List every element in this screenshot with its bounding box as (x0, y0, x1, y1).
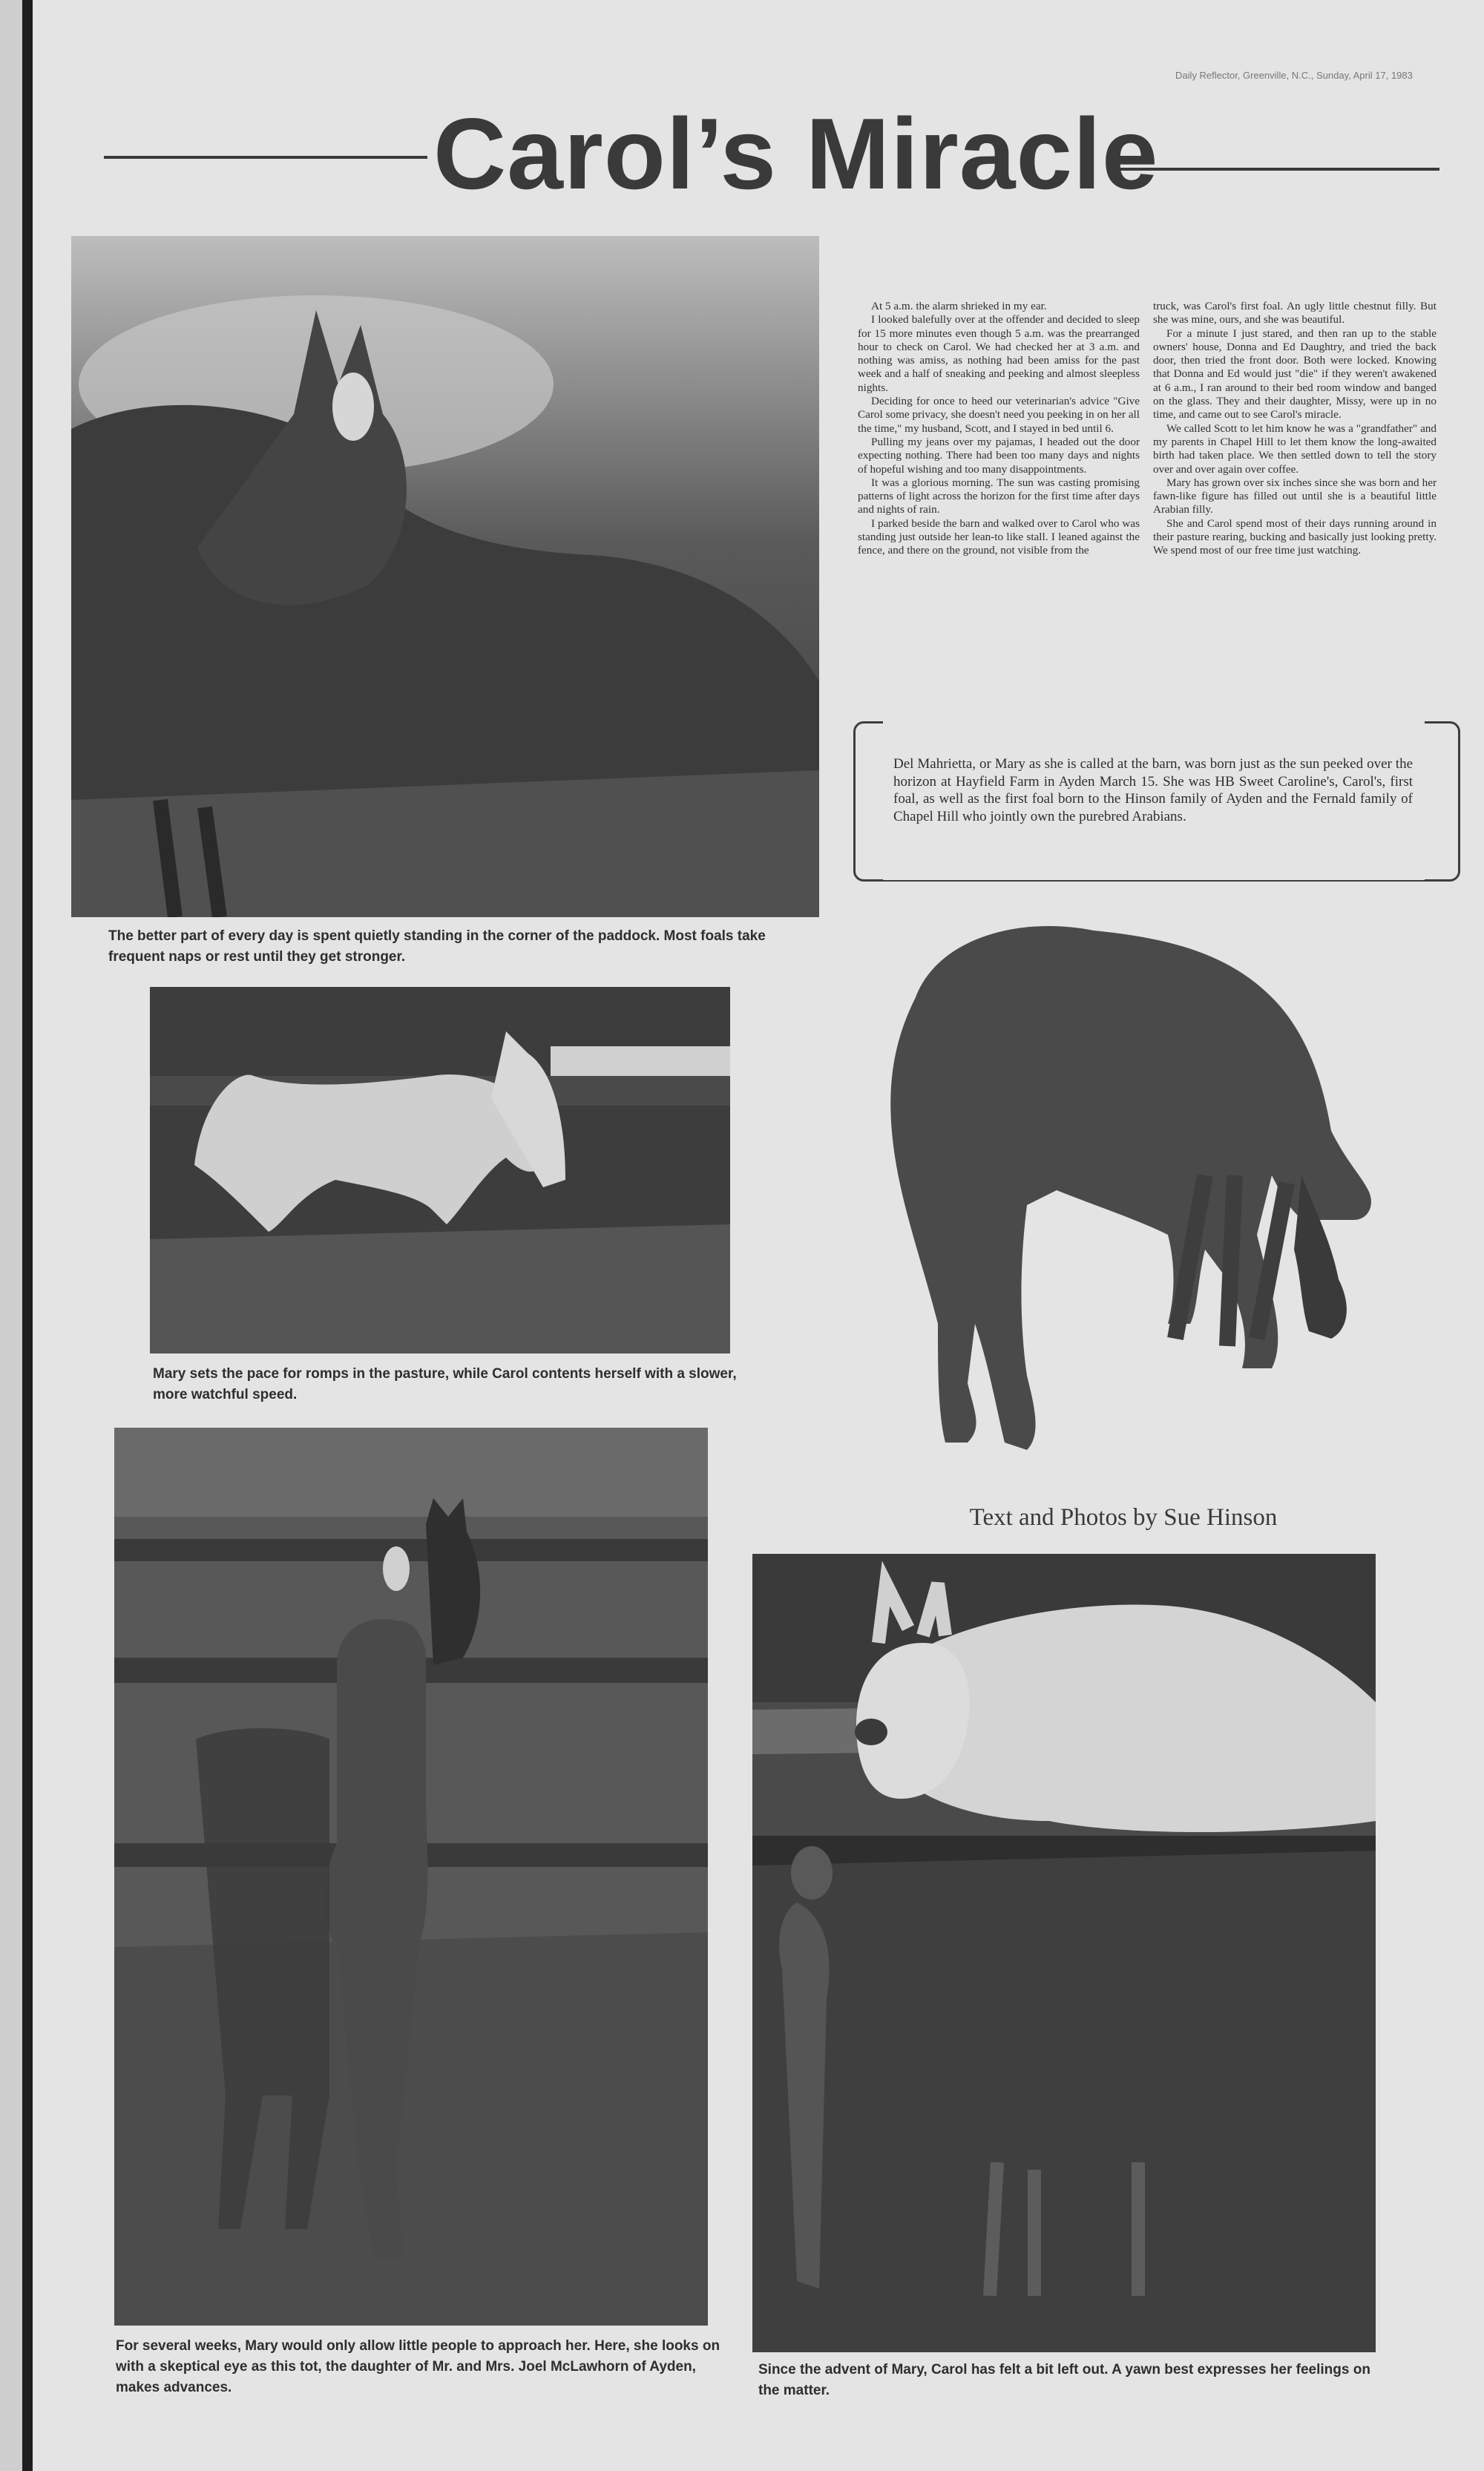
story-paragraph: Mary has grown over six inches since she was born and her fawn-like figure has filled out until she is a beautiful little Arabian filly. (1153, 476, 1437, 516)
story-paragraph: Deciding for once to heed our veterinarian's advice "Give Carol some privacy, she doesn't need you peeking in on her all the time," my husband, Scott, and I stayed in bed until 6. (858, 395, 1140, 435)
caption-photo4: For several weeks, Mary would only allow little people to approach her. Here, she looks on with a skeptical eye as this tot, the daughter of Mr. and Mrs. Joel McLawhorn of Ayden, makes advances. (116, 2338, 720, 2395)
story-paragraph: She and Carol spend most of their days running around in their pasture rearing, bucking and basically just looking pretty. We spend most of our free time just watching. (1153, 516, 1437, 557)
story-paragraph: I parked beside the barn and walked over to Carol who was standing just outside her lean-to like stall. I leaned against the fence, and there on the ground, not visible from the (858, 516, 1140, 557)
photo-mare-and-foal-image (856, 893, 1391, 1487)
story-paragraph: We called Scott to let him know he was a "grandfather" and my parents in Chapel Hill to let them know the long-awaited birth had taken place. We then settled down to tell the story over and over again over coffee. (1153, 421, 1437, 476)
title-rule-right (1116, 168, 1439, 171)
story-paragraph: At 5 a.m. the alarm shrieked in my ear. (871, 300, 1047, 312)
title-rule-left (104, 156, 427, 159)
caption-photo1: The better part of every day is spent quietly standing in the corner of the paddock. Most foals take frequent naps or rest until they get stronger. (108, 928, 766, 965)
page-title: Carol’s Miracle (433, 97, 1159, 210)
story-column-2 (1153, 300, 1437, 660)
story-paragraph: It was a glorious morning. The sun was casting promising patterns of light across the horizon for the first time after days and nights of rain. (858, 476, 1140, 516)
dateline: Daily Reflector, Greenville, N.C., Sunday, April 17, 1983 (1175, 70, 1413, 81)
photo-romp-pasture-image (150, 987, 730, 1353)
story-paragraph: For a minute I just stared, and then ran up to the stable owners' house, Donna and Ed Daughtry, and tried the back door, then tried the front door. Both were locked. Knowing that Donna and Ed would just "die" if they weren't awakened at 6 a.m., I ran around to their bed room window and banged on the glass. They and their daughter, Missy, were up in no time, and came out to see Carol's miracle. (1153, 326, 1437, 421)
caption-photo2: Mary sets the pace for romps in the pasture, while Carol contents herself with a slower, more watchful speed. (153, 1366, 737, 1402)
photo-child-at-fence (114, 1428, 708, 2326)
info-box-text: Del Mahrietta, or Mary as she is called at the barn, was born just as the sun peeked over the horizon at Hayfield Farm in Ayden March 15. She was HB Sweet Caroline's, Carol's, first foal, as well as the first foal born to the Hinson family of Ayden and the Fernald family of Chapel Hill who jointly own the purebred Arabians. (893, 756, 1413, 824)
story-paragraph: I looked balefully over at the offender and decided to sleep for 15 more minutes even though 5 a.m. was the prearranged hour to check on Carol. We had checked her at 3 a.m. and nothing was amiss, as nothing had been amiss for the past week and a half of sneaking and peeking and almost sleepless nights. (858, 313, 1140, 394)
story-paragraph: Pulling my jeans over my pajamas, I headed out the door expecting nothing. There had been too many days and nights of hopeful wishing and too many disappointments. (858, 435, 1140, 476)
photo-carol-yawning (752, 1554, 1376, 2352)
photo-foal-resting (71, 236, 819, 917)
caption-photo5: Since the advent of Mary, Carol has felt a bit left out. A yawn best expresses her feelings on the matter. (758, 2362, 1370, 2398)
page-gutter (0, 0, 33, 2471)
photo-foal-resting-image (71, 236, 819, 917)
photo-child-at-fence-image (114, 1428, 708, 2326)
photo-romp-pasture (150, 987, 730, 1353)
photo-carol-yawning-image (752, 1554, 1376, 2352)
bracket-gap-bottom (883, 874, 1425, 880)
bracket-gap-top (883, 718, 1425, 724)
photo-mare-and-foal (856, 893, 1391, 1487)
story-column-1 (858, 300, 1140, 660)
byline: Text and Photos by Sue Hinson (969, 1504, 1278, 1531)
newspaper-page (33, 0, 1484, 2471)
story-paragraph: truck, was Carol's first foal. An ugly little chestnut filly. But she was mine, ours, and she was beautiful. (1153, 300, 1437, 326)
